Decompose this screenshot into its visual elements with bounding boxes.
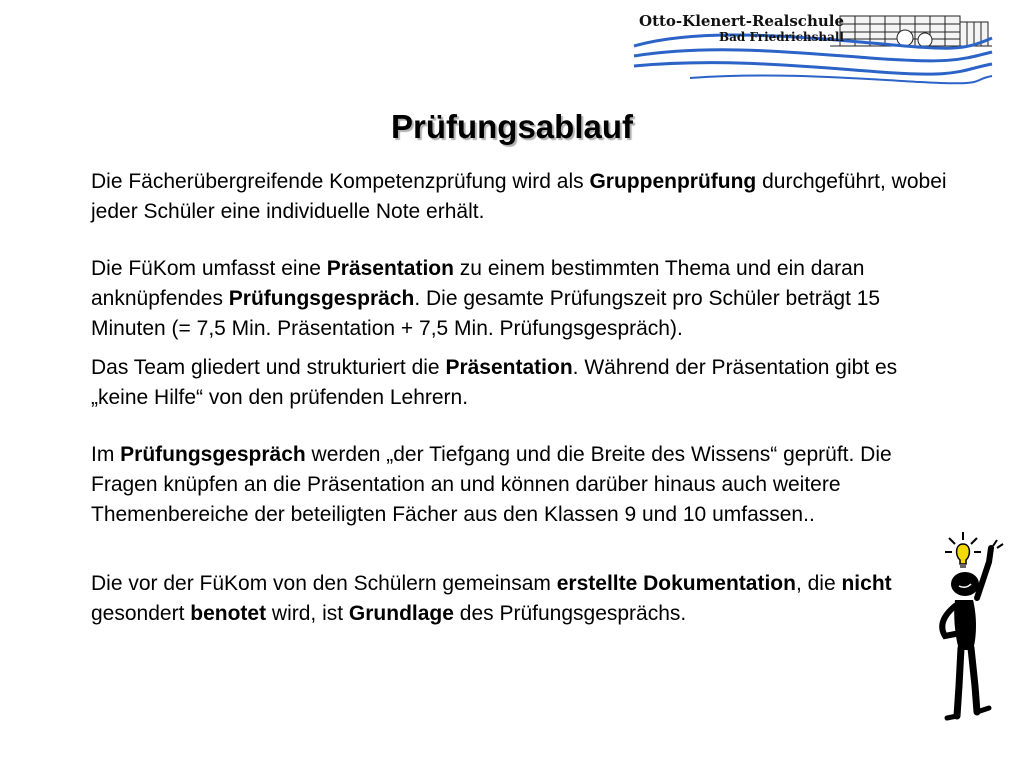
text-run: wird, ist [266, 602, 349, 625]
text-run: Die vor der FüKom von den Schülern gemeinsam [91, 572, 557, 595]
text-run: Im [91, 443, 121, 466]
bold-run: Prüfungsgespräch [120, 443, 306, 466]
text-run: durchgeführt, wobei jeder Schüler eine individuelle Note erhält. [91, 170, 947, 223]
paragraph-exam-interview [91, 440, 959, 530]
bold-run: Präsentation [445, 356, 573, 379]
paragraph-presentation [91, 353, 959, 413]
paragraph-documentation [91, 569, 931, 629]
text-run: gesondert [91, 602, 191, 625]
text-run: . Während der Präsentation gibt es „keine Hilfe“ von den prüfenden Lehrern. [91, 356, 898, 409]
logo-school-city: Bad Friedrichshall [719, 30, 844, 44]
bold-run: Gruppenprüfung [589, 170, 757, 193]
idea-person-lightbulb-icon [925, 526, 1011, 726]
bold-run: erstellte Dokumentation [556, 572, 796, 595]
paragraph-group-exam [91, 167, 959, 227]
text-run: Das Team gliedert und strukturiert die [91, 356, 446, 379]
bold-run: benotet [190, 602, 267, 625]
text-run: werden „der Tiefgang und die Breite des Wissens“ geprüft. Die Fragen knüpfen an die Präsentation an und können darüber hinaus auch weitere Themenbereiche der beteiligten Fächer aus den Klassen 9 und 10 umfassen.. [91, 443, 892, 526]
bold-run: nicht [841, 572, 892, 595]
bold-run: Prüfungsgespräch [228, 287, 415, 310]
bold-run: Präsentation [326, 257, 454, 280]
paragraph-exam-structure [91, 254, 959, 344]
text-run: , die [795, 572, 842, 595]
text-run: des Prüfungsgesprächs. [453, 602, 687, 625]
page-title: Prüfungsablauf [390, 108, 633, 145]
text-run: Die Fächerübergreifende Kompetenzprüfung wird als [91, 170, 590, 193]
text-run: Die FüKom umfasst eine [91, 257, 327, 280]
logo-school-name: Otto-Klenert-Realschule [639, 12, 844, 30]
bold-run: Grundlage [348, 602, 454, 625]
text-run: . Die gesamte Prüfungszeit pro Schüler beträgt 15 Minuten (= 7,5 Min. Präsentation + 7,5 Min. Prüfungsgespräch). [91, 287, 881, 340]
school-logo [630, 8, 996, 88]
text-run: zu einem bestimmten Thema und ein daran anknüpfendes [91, 257, 865, 310]
